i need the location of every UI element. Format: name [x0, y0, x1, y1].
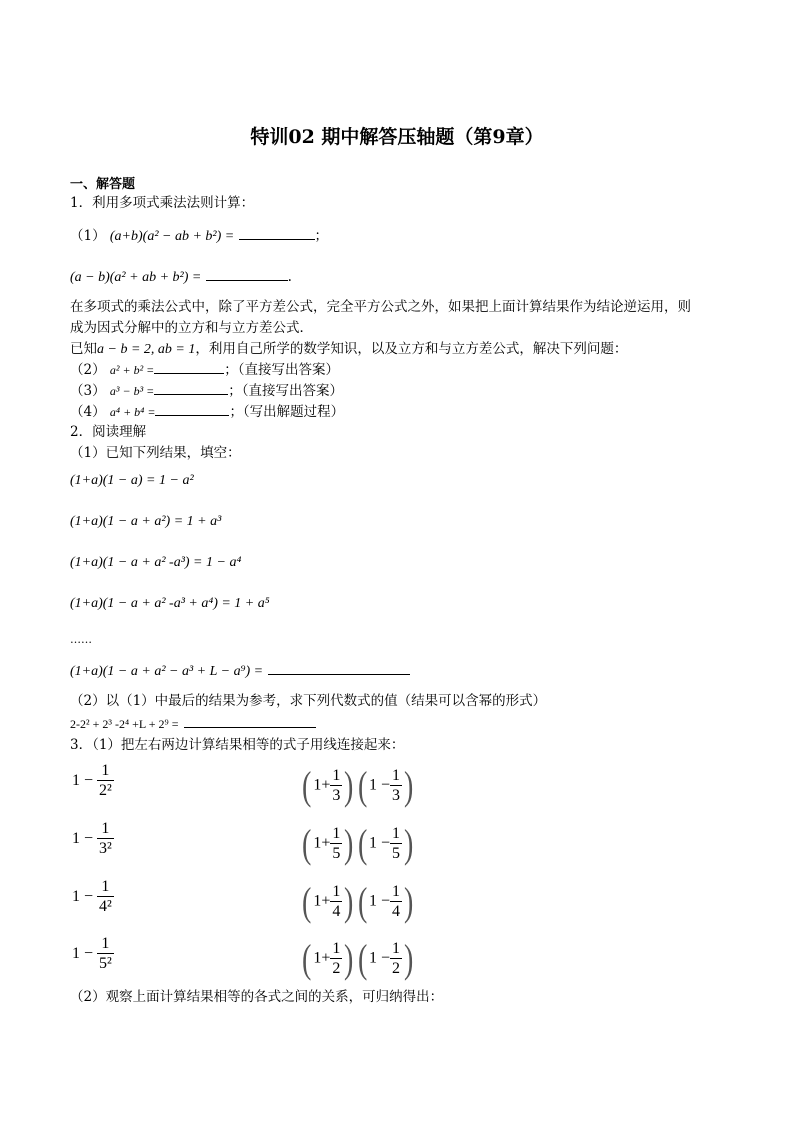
q3-left-expr-3[interactable]	[72, 878, 114, 916]
q3-left-4-pre: 1 −	[72, 945, 94, 962]
q1-sub4-label: （4）	[70, 404, 106, 420]
q3-left-expr-1[interactable]	[72, 762, 114, 800]
q1-sub4	[70, 401, 344, 422]
q2-equation-5: (1+a)(1 − a + a² − a³ + L − a⁹) =	[70, 664, 264, 679]
q3-right-3-a-num: 1	[332, 882, 341, 900]
q1-sub2-blank[interactable]	[154, 359, 224, 374]
q3-left-expr-4[interactable]	[72, 935, 114, 973]
q1-sub2-expr: a² + b² =	[109, 363, 155, 377]
q3-left-2-num: 1	[101, 820, 110, 837]
q3-left-3-pre: 1 −	[72, 888, 94, 905]
q1-paragraph-line1: 在多项式的乘法公式中，除了平方差公式，完全平方公式之外，如果把上面计算结果作为结论逆运用，则	[70, 299, 691, 315]
q3-right-3-b-pre: 1 −	[369, 892, 391, 910]
q3-right-2-a-pre: 1+	[313, 834, 331, 852]
q3-right-3-a-den: 4	[332, 902, 341, 920]
q1-sub3-expr: a³ − b³ =	[109, 384, 155, 398]
q3-left-1-pre: 1 −	[72, 772, 94, 789]
q3-right-3-b-num: 1	[392, 882, 401, 900]
q1-part1b-end: .	[287, 269, 292, 285]
q3-right-3-a-pre: 1+	[313, 892, 331, 910]
q1-sub3-blank[interactable]	[154, 380, 228, 395]
q3-right-1-b-pre: 1 −	[369, 776, 391, 794]
page-title: 特训02 期中解答压轴题（第9章）	[250, 126, 544, 148]
q1-paragraph-line2: 成为因式分解中的立方和与立方差公式．	[70, 320, 313, 336]
q3-left-1-den: 2²	[99, 782, 112, 799]
q1-part1-expr: (a+b)(a² − ab + b²) =	[109, 229, 235, 244]
q3-left-2-den: 3²	[99, 840, 112, 857]
q1-given-math: a − b = 2, ab = 1	[97, 342, 196, 357]
q1-sub4-blank[interactable]	[155, 401, 229, 416]
q3-right-1-b-num: 1	[392, 766, 401, 784]
q1-given-pre: 已知	[70, 341, 97, 357]
q3-right-1-a-num: 1	[332, 766, 341, 784]
q3-left-expr-2[interactable]	[72, 820, 114, 858]
q1-sub2-label: （2）	[70, 362, 106, 378]
q3-right-2-b-pre: 1 −	[369, 834, 391, 852]
q1-part1-blank[interactable]	[239, 225, 315, 240]
q1-part1	[70, 225, 328, 247]
q2-equation-5-blank[interactable]	[268, 660, 410, 675]
q1-part1-label: （1）	[70, 228, 106, 244]
q3-right-4-b-den: 2	[392, 959, 401, 977]
q1-part1-end: ；	[314, 228, 329, 244]
q3-left-3-num: 1	[101, 878, 110, 895]
q3-right-2-a-num: 1	[332, 824, 341, 842]
q2-equation-3: (1+a)(1 − a + a² -a³) = 1 − a⁴	[70, 555, 242, 570]
q2-equation-6-row	[70, 713, 316, 732]
q3-part2: （2）观察上面计算结果相等的各式之间的关系，可归纳得出：	[70, 989, 444, 1005]
q2-equation-6-blank[interactable]	[184, 713, 316, 728]
q2-equation-2: (1+a)(1 − a + a²) = 1 + a³	[70, 514, 222, 529]
q3-right-expr-3[interactable]: ( 1+ $\frac{1}{4}$ )( 1 − $\frac{1}{4}$ )	[301, 879, 414, 924]
q3-right-2-b-num: 1	[392, 824, 401, 842]
q3-left-4-num: 1	[101, 935, 110, 952]
q1-sub3-note: ；（直接写出答案）	[228, 383, 344, 399]
q2-equation-6: 2-2² + 2³ -2⁴ +L + 2⁹ =	[70, 717, 179, 731]
q3-right-3-b-den: 4	[392, 902, 401, 920]
q3-left-4-den: 5²	[99, 955, 112, 972]
q1-sub3-label: （3）	[70, 383, 106, 399]
q3-right-4-a-num: 1	[332, 939, 341, 957]
q2-equation-4: (1+a)(1 − a + a² -a³ + a⁴) = 1 + a⁵	[70, 596, 270, 611]
q1-sub4-expr: a⁴ + b⁴ =	[109, 405, 156, 419]
q3-right-4-b-pre: 1 −	[369, 949, 391, 967]
q1-part1b	[70, 266, 292, 288]
q1-sub2-note: ；（直接写出答案）	[224, 362, 340, 378]
q3-right-expr-1[interactable]: ( 1+ $\frac{1}{3}$ )( 1 − $\frac{1}{3}$ )	[301, 763, 414, 808]
q3-right-1-a-den: 3	[332, 786, 341, 804]
q1-sub3	[70, 380, 343, 401]
q3-intro: 3．（1）把左右两边计算结果相等的式子用线连接起来：	[70, 737, 405, 753]
q3-right-expr-4[interactable]: ( 1+ $\frac{1}{2}$ )( 1 − $\frac{1}{2}$ )	[301, 936, 414, 981]
q2-equation-5-row	[70, 660, 410, 680]
q2-equation-1: (1+a)(1 − a) = 1 − a²	[70, 473, 194, 488]
q3-left-3-den: 4²	[99, 898, 112, 915]
q1-sub4-note: ；（写出解题过程）	[229, 404, 345, 420]
q2-ellipsis: ……	[70, 633, 92, 646]
section-heading: 一、解答题	[70, 177, 136, 192]
q3-right-2-a-den: 5	[332, 844, 341, 862]
q3-right-4-a-pre: 1+	[313, 949, 331, 967]
q1-part1b-blank[interactable]	[206, 266, 288, 281]
q1-part1b-expr: (a − b)(a² + ab + b²) =	[70, 270, 202, 285]
q3-right-1-b-den: 3	[392, 786, 401, 804]
q3-right-2-b-den: 5	[392, 844, 401, 862]
q3-left-1-num: 1	[101, 762, 110, 779]
q3-right-1-a-pre: 1+	[313, 776, 331, 794]
q3-right-expr-2[interactable]: ( 1+ $\frac{1}{5}$ )( 1 − $\frac{1}{5}$ )	[301, 821, 414, 866]
q1-given-post: ，利用自己所学的数学知识，以及立方和与立方差公式，解决下列问题：	[195, 341, 628, 357]
q3-right-4-b-num: 1	[392, 939, 401, 957]
q2-intro: 2．阅读理解	[70, 424, 147, 440]
q2-part2: （2）以（1）中最后的结果为参考，求下列代数式的值（结果可以含幂的形式）	[70, 693, 547, 709]
q3-left-2-pre: 1 −	[72, 830, 94, 847]
q1-given	[70, 339, 627, 360]
q1-intro: 1．利用多项式乘法法则计算：	[70, 195, 255, 211]
q2-part1: （1）已知下列结果，填空：	[70, 445, 241, 461]
q1-sub2	[70, 359, 339, 380]
q3-right-4-a-den: 2	[332, 959, 341, 977]
